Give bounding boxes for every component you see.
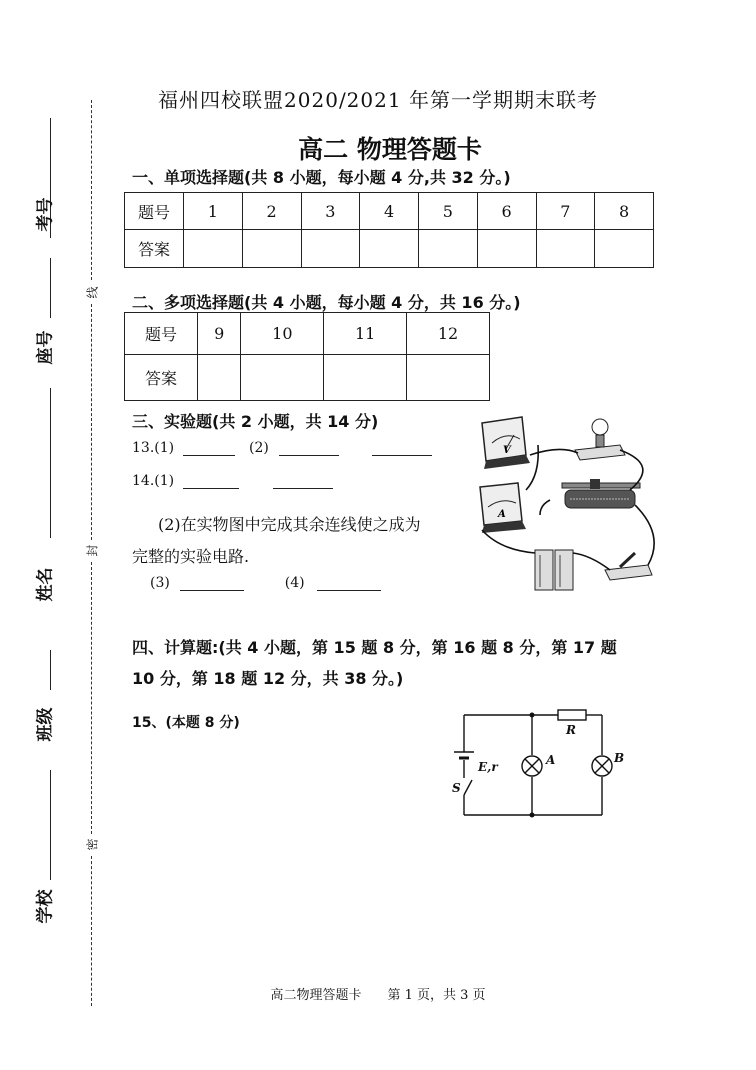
- answer-cell[interactable]: [198, 355, 241, 401]
- question-number: 9: [198, 313, 241, 355]
- cut-line-dashed: [91, 562, 92, 834]
- answer-cell[interactable]: [536, 230, 595, 268]
- table-cell-label: 题号: [125, 193, 184, 230]
- lamp-icon: [575, 419, 625, 460]
- lamp-b-label: B: [614, 751, 625, 765]
- question-number: 4: [360, 193, 419, 230]
- q13-blank-1[interactable]: [183, 455, 235, 456]
- q13-prefix: 13.(1): [132, 440, 175, 456]
- q14-instruction-1: (2)在实物图中完成其余连线使之成为: [158, 515, 421, 534]
- table-cell-label: 答案: [125, 230, 184, 268]
- answer-cell[interactable]: [360, 230, 419, 268]
- answer-sheet-title: 高二 物理答题卡: [298, 135, 482, 164]
- voltmeter-label: V: [503, 445, 511, 456]
- table-cell-label: 题号: [125, 313, 198, 355]
- q14-line-3: [150, 575, 381, 591]
- exam-title: 福州四校联盟2020/2021 年第一学期期末联考: [158, 88, 598, 112]
- q14-line: [132, 473, 333, 489]
- school-line: [50, 770, 51, 880]
- cut-char-feng: 封: [85, 544, 100, 557]
- rheostat-icon: [562, 479, 640, 508]
- section2-heading: 二、多项选择题(共 4 小题，每小题 4 分，共 16 分。): [132, 293, 521, 312]
- section4-heading-line1: 四、计算题:(共 4 小题，第 15 题 8 分，第 16 题 8 分，第 17 题: [132, 638, 617, 657]
- class-label: 班级: [35, 707, 56, 742]
- q14-blank-2[interactable]: [273, 488, 333, 489]
- single-choice-table: [124, 192, 654, 268]
- cut-line-dashed: [91, 304, 92, 540]
- seat-no-line: [50, 258, 51, 318]
- battery-icon: [535, 550, 573, 590]
- question-number: 8: [595, 193, 654, 230]
- school-label: 学校: [35, 889, 56, 924]
- circuit-diagram: [440, 700, 640, 825]
- page-footer: 高二物理答题卡 第 1 页，共 3 页: [270, 988, 486, 1003]
- table-cell-label: 答案: [125, 355, 198, 401]
- name-label: 姓名: [35, 567, 56, 602]
- question-number: 11: [324, 313, 407, 355]
- q13-line: [132, 440, 432, 456]
- answer-cell[interactable]: [324, 355, 407, 401]
- answer-cell[interactable]: [419, 230, 478, 268]
- cut-char-xian: 线: [85, 286, 100, 299]
- section3-heading: 三、实验题(共 2 小题，共 14 分): [132, 412, 379, 431]
- question-number: 1: [184, 193, 243, 230]
- q14-blank-4[interactable]: [317, 590, 381, 591]
- question-number: 6: [477, 193, 536, 230]
- voltmeter-icon: [482, 417, 530, 469]
- q14-part4: (4): [284, 575, 305, 591]
- q14-part3: (3): [150, 575, 170, 591]
- switch-label: S: [452, 781, 461, 795]
- name-line: [50, 388, 51, 538]
- q13-blank-2[interactable]: [279, 455, 339, 456]
- q14-instruction-2: 完整的实验电路.: [132, 547, 250, 566]
- question-number: 2: [242, 193, 301, 230]
- q13-part2: (2): [249, 440, 269, 456]
- resistor-label: R: [566, 723, 576, 737]
- answer-cell[interactable]: [242, 230, 301, 268]
- question-number: 10: [241, 313, 324, 355]
- cut-line-dashed: [91, 100, 92, 280]
- question-number: 5: [419, 193, 478, 230]
- ammeter-label: A: [498, 509, 506, 520]
- question-number: 12: [407, 313, 490, 355]
- answer-cell[interactable]: [301, 230, 360, 268]
- answer-cell[interactable]: [184, 230, 243, 268]
- switch-icon: [605, 553, 652, 580]
- lamp-a-label: A: [546, 753, 556, 767]
- question-number: 3: [301, 193, 360, 230]
- emf-label: E,r: [478, 760, 498, 774]
- q13-blank-3[interactable]: [372, 455, 432, 456]
- class-line: [50, 650, 51, 690]
- answer-cell[interactable]: [477, 230, 536, 268]
- experiment-apparatus-figure: [470, 405, 670, 600]
- q14-prefix: 14.(1): [132, 473, 175, 489]
- exam-no-label: 考号: [35, 197, 56, 232]
- question-number: 7: [536, 193, 595, 230]
- q14-blank-1[interactable]: [183, 488, 239, 489]
- ammeter-icon: [480, 483, 526, 533]
- answer-cell[interactable]: [407, 355, 490, 401]
- q14-blank-3[interactable]: [180, 590, 244, 591]
- answer-cell[interactable]: [595, 230, 654, 268]
- section4-heading-line2: 10 分，第 18 题 12 分，共 38 分。): [132, 669, 404, 688]
- answer-cell[interactable]: [241, 355, 324, 401]
- cut-char-mi: 密: [85, 838, 100, 851]
- section1-heading: 一、单项选择题(共 8 小题，每小题 4 分,共 32 分。): [132, 168, 511, 187]
- seat-no-label: 座号: [35, 330, 56, 365]
- q15-label: 15、(本题 8 分): [132, 715, 240, 731]
- multi-choice-table: [124, 312, 490, 401]
